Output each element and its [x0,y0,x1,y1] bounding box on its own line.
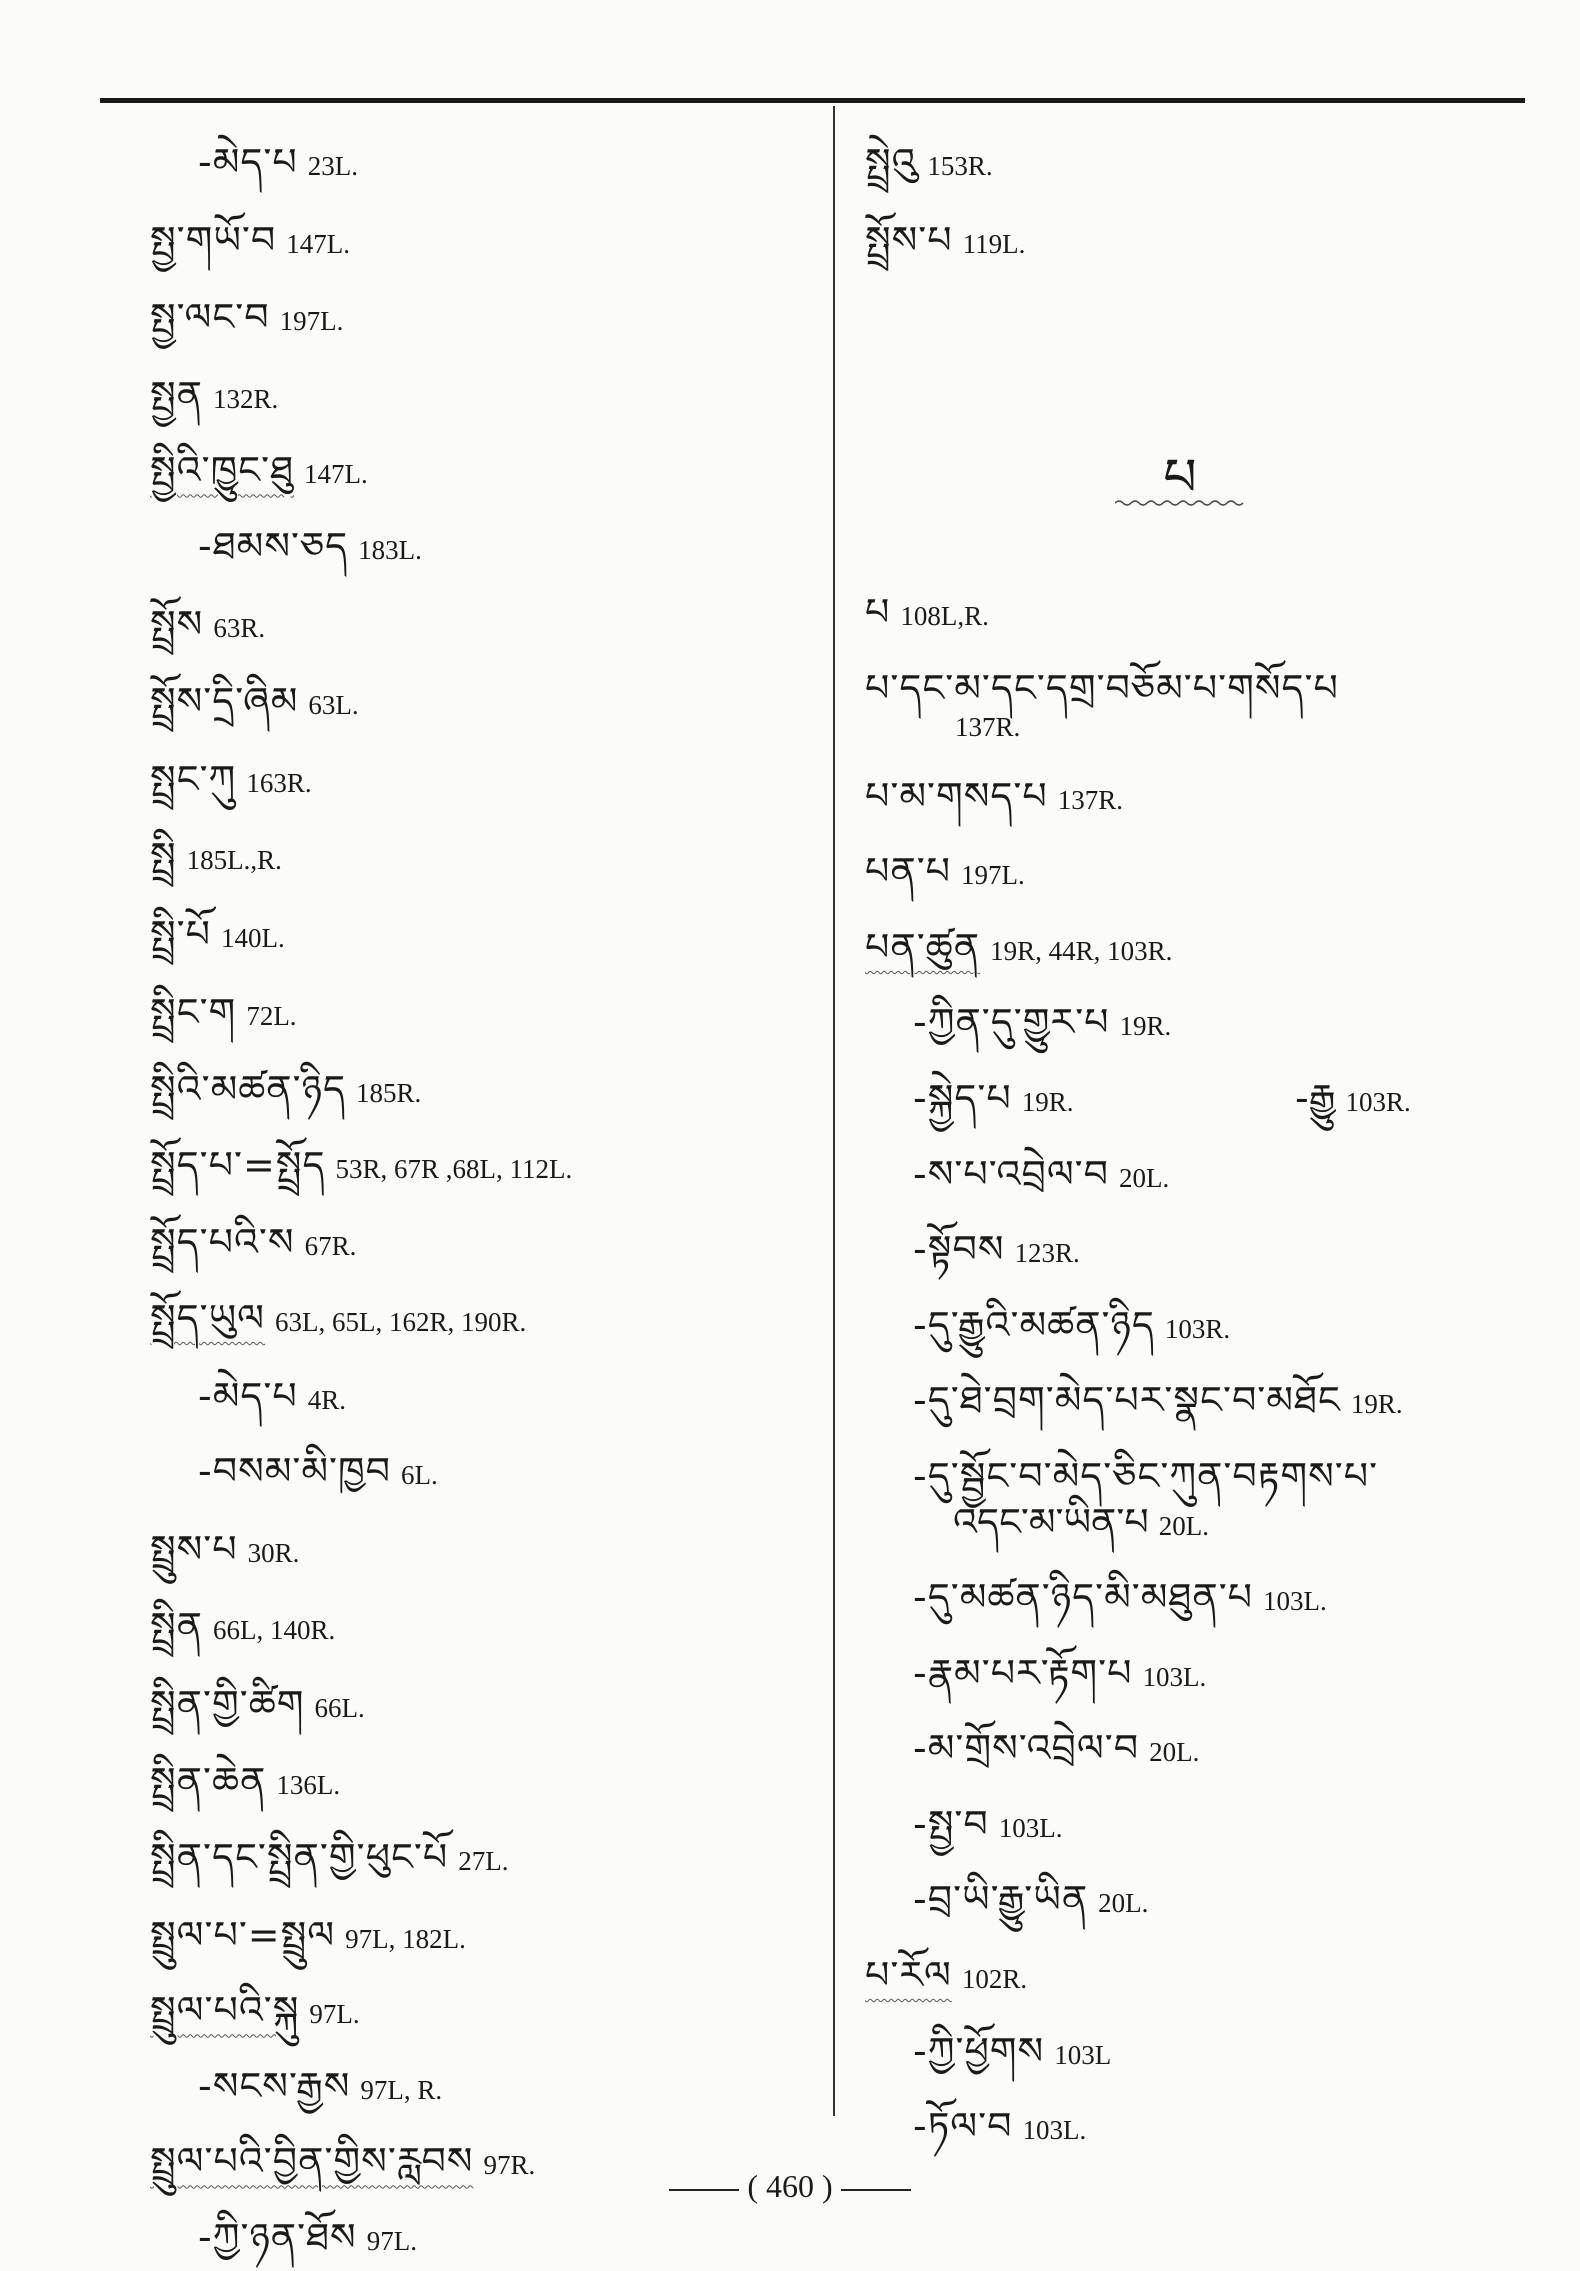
entry-page-reference: 97L. [309,1999,360,2030]
inline-sub-entry [1295,1076,1411,1122]
dictionary-entry [865,666,1515,712]
entry-continuation [865,1500,1515,1546]
entry-page-reference: 185R. [355,1078,422,1109]
entry-headword: པ་རོལ [865,1953,952,1998]
entry-headword: -སྟོབས [913,1227,1005,1272]
right-column-top [865,140,1515,263]
dictionary-entry [150,218,820,264]
dictionary-entry [150,1067,820,1113]
right-column [865,590,1515,2150]
entry-page-reference: 103L. [998,1812,1063,1843]
entry-headword: སྤྲོས་དྲི་ཞིམ [150,679,299,724]
entry-page-reference: 97L, 182L. [345,1923,466,1954]
entry-headword: སྤྲོད་ཡུལ [150,1295,266,1340]
entry-headword: སྤྲོས [150,601,204,646]
entry-page-reference: 66L. [314,1692,365,1723]
dictionary-entry [865,218,1515,264]
entry-headword: སྤྲི [150,834,177,879]
entry-headword: སྤྲུལ་པའི་བྱིན་གྱིས་རླབས [150,2139,474,2184]
entry-headword: སྤྲིང་ག [150,989,237,1034]
entry-page-reference: 97L, R. [360,2074,443,2105]
dictionary-entry [150,1682,820,1728]
entry-headword: སྤྲིན་དང་སྤྲིན་གྱི་ཕུང་པོ [150,1835,449,1880]
dictionary-entry [865,849,1515,895]
entry-page-reference: 103L [1054,2039,1112,2070]
sub-entry [865,1303,1515,1349]
entry-page-reference: 97R. [483,2150,536,2181]
entry-page-reference: 108L,R. [900,601,989,631]
entry-page-reference: 102R. [961,1964,1028,1995]
entry-headword: -ཀྱིན་དུ་གྱུར་པ [913,1000,1110,1045]
entry-headword: -ཀྱི་ཉན་ཐོས [198,2215,357,2260]
sub-entry [150,2215,820,2261]
sub-entry [150,2064,820,2110]
entry-page-reference: 185L.,R. [186,845,282,876]
dictionary-entry [150,1296,820,1342]
entry-headword: -བསམ་མི་ཁྱབ [198,1449,391,1494]
entry-headword: སྤྱིའི་ཁྱུང་ཐུ [150,448,295,493]
dictionary-entry [150,1220,820,1266]
dictionary-entry [150,602,820,648]
entry-page-reference: 20L. [1098,1888,1149,1919]
entry-headword: -སྤྱ་བ [913,1801,989,1846]
entry-page-reference: 19R, 44R, 103R. [990,935,1173,966]
dictionary-entry [865,1953,1515,1999]
sub-entry [865,2104,1515,2150]
sub-entry [865,1454,1515,1500]
entry-page-reference: 153R. [927,151,993,181]
column-divider [833,106,835,2116]
sub-entry [150,140,820,186]
entry-headword: -རྒྱུ [1295,1075,1336,1120]
entry-page-reference: 147L. [304,459,368,490]
entry-page-reference: 72L. [246,1000,297,1031]
entry-page-reference: 103R. [1164,1313,1231,1344]
top-rule [100,98,1525,103]
entry-page-reference: 147L. [286,228,351,259]
entry-page-reference: 123R. [1014,1238,1080,1269]
dictionary-entry [150,1759,820,1805]
dictionary-entry [865,140,1515,186]
dictionary-entry [150,912,820,958]
entry-headword: -ཐམས་ཅད [198,523,349,568]
entry-headword: སྤྲིན [150,1604,203,1649]
entry-page-reference: 136L. [276,1770,341,1801]
entry-page-reference: 19R. [1119,1011,1172,1042]
dictionary-entry [150,1988,820,2034]
dictionary-entry [865,925,1515,971]
entry-headword: སྤྲོད་པའི་ས [150,1220,295,1265]
entry-headword: -ས་པ་འབྲེལ་བ [913,1151,1110,1196]
entry-page-reference: 103R. [1345,1086,1411,1117]
entry-headword: -ཀྱི་ཕྱོགས [913,2028,1045,2073]
entry-page-reference: 66L, 140R. [213,1615,336,1646]
entry-page-reference: 197L. [961,860,1025,891]
sub-entry [865,1152,1515,1198]
entry-page-reference: 63L. [308,690,359,721]
entry-headword: སྤྲིན་ཆེན [150,1759,267,1804]
entry-page-reference: 30R. [247,1537,300,1568]
sub-entry [865,1378,1515,1424]
entry-headword: སྤྱན [150,372,203,417]
dictionary-entry [150,1913,820,1959]
sub-entry [150,1449,820,1495]
entry-headword: སྤྲི་པོ [150,911,211,956]
entry-headword: -མེད་པ [198,1373,298,1418]
entry-page-reference: 20L. [1158,1510,1209,1541]
dictionary-entry [150,1527,820,1573]
entry-headword: པ [865,590,891,634]
dictionary-entry [150,757,820,803]
entry-page-reference: 6L. [401,1460,438,1491]
dictionary-entry [865,590,1515,636]
entry-page-reference: 137R. [1057,784,1124,815]
entry-headword: པ་མ་གསད་པ [865,773,1048,818]
entry-headword: པན་པ [865,849,952,894]
entry-headword: -སངས་རྒྱས [198,2063,351,2108]
entry-page-reference: 19R. [1350,1389,1403,1420]
section-heading: པ [1163,448,1197,508]
entry-headword: -དུ་རྒྱུའི་མཚན་ཉིད [913,1302,1155,1347]
entry-page-reference: 140L. [221,922,285,953]
sub-entry [150,524,820,570]
entry-page-reference: 23L. [307,151,358,181]
sub-entry [865,1076,1515,1122]
entry-page-reference: 163R. [246,767,312,798]
entry-page-reference: 27L. [458,1846,509,1877]
entry-headword: སྤྱ་ལང་བ [150,295,270,340]
entry-page-reference: 119L. [962,228,1026,259]
page-number-label: ( 460 ) [747,2168,833,2204]
entry-headword: -དུ་ཐེ་བྲག་མེད་པར་སྣང་བ་མཐོང [913,1378,1341,1423]
entry-page-reference: 20L. [1149,1737,1200,1768]
sub-entry [865,1000,1515,1046]
entry-headword: སྤྲོད་པ༌=སྤྲོད [150,1142,326,1187]
entry-page-reference: 63L, 65L, 162R, 190R. [275,1306,527,1337]
entry-headword: པ་དང་མ་དང་དགྲ་བཅོམ་པ་གསོད་པ [865,665,1339,710]
entry-page-reference: 132R. [213,383,279,414]
entry-page-reference: 20L. [1119,1162,1170,1193]
entry-headword: -བྲ་ཡི་རྒྱུ་ཡིན [913,1877,1089,1922]
sub-entry [865,1575,1515,1621]
dictionary-entry [150,1604,820,1650]
entry-headword: སྤྲང་ཀུ [150,756,237,801]
dictionary-entry [150,295,820,341]
sub-entry [865,1877,1515,1923]
entry-page-reference: 103L. [1022,2115,1087,2146]
entry-headword: -ཏོལ་བ [913,2104,1013,2149]
sub-entry [150,1374,820,1420]
entry-page-reference: 103L. [1263,1586,1327,1617]
sub-entry [865,1726,1515,1772]
dictionary-entry [150,1835,820,1881]
page-number [0,2168,1580,2205]
dictionary-entry [150,373,820,419]
entry-headword: -རྣམ་པར་རྟོག་པ [913,1650,1133,1695]
entry-page-reference: 19R. [1021,1086,1074,1117]
sub-entry [865,2029,1515,2075]
dictionary-entry [150,990,820,1036]
entry-headword: -མེད་པ [198,140,298,184]
entry-headword: སྤྲིན་གྱི་ཚིག [150,1681,305,1726]
entry-headword: -དུ་སྦྱོང་བ་མེད་ཅིང་ཀུན་བརྟགས་པ་ [913,1453,1379,1498]
dictionary-entry [150,679,820,725]
dictionary-entry [865,774,1515,820]
left-column [150,140,820,2261]
entry-headword: སྤྲུལ་པ༌=སྤྲུལ [150,1912,336,1957]
dictionary-entry [150,1143,820,1189]
entry-headword: -སྐྱེད་པ [913,1075,1012,1120]
sub-entry [865,1651,1515,1697]
entry-headword: སྤྲོས་པ [865,217,953,262]
entry-page-reference: 53R, 67R ,68L, 112L. [335,1153,573,1184]
entry-headword: -དུ་མཚན་ཉིད་མི་མཐུན་པ [913,1575,1254,1620]
entry-page-reference: 4R. [307,1384,346,1415]
dictionary-entry [150,834,820,880]
entry-page-reference: 97L. [366,2226,417,2257]
entry-page-reference: 183L. [358,534,422,565]
entry-headword: པན་ཚུན [865,924,981,969]
entry-headword: སྤྲུལ་པའི་སྐུ [150,1988,300,2033]
sub-entry [865,1802,1515,1848]
entry-page-reference: 63R. [213,612,266,643]
entry-continuation: 137R. [955,712,1021,743]
section-heading-wavy-underline [1115,498,1245,508]
entry-headword: སྤྲིའི་མཚན་ཉིད [150,1067,346,1112]
dictionary-entry [150,448,820,494]
entry-headword: སྤྲུས་པ [150,1526,238,1571]
sub-entry [865,1227,1515,1273]
entry-page-reference: 103L. [1142,1661,1207,1692]
entry-page-reference: 197L. [279,306,344,337]
entry-headword: འདང་མ་ཡིན་པ [953,1499,1149,1544]
entry-headword: -མ་གྲོས་འབྲེལ་བ [913,1726,1140,1771]
entry-headword: སྤྲེའུ [865,140,918,184]
entry-page-reference: 67R. [304,1231,357,1262]
entry-headword: སྤྱ་གཡོ་བ [150,217,277,262]
